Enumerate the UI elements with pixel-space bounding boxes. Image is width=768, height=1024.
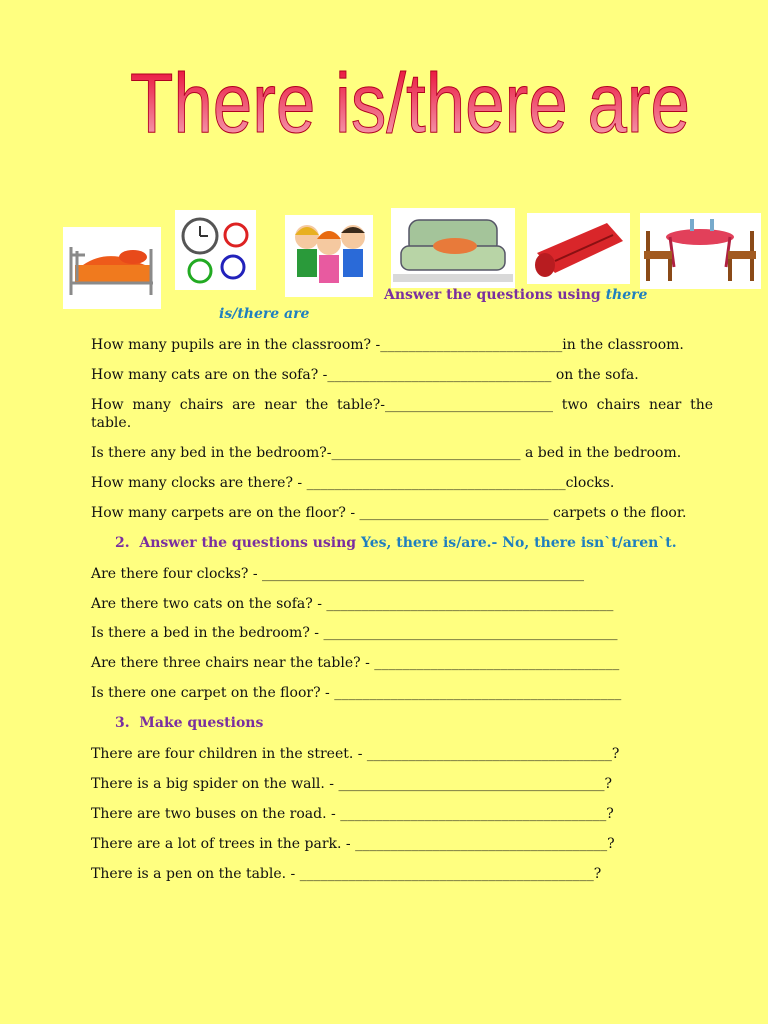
section-number: 2. xyxy=(115,535,130,551)
section3-heading xyxy=(115,715,263,731)
list-item: Is there any bed in the bedroom?-___________________________ a bed in the bedroom. xyxy=(91,445,682,461)
instruction-emphasis-cont: is/there are xyxy=(219,306,310,322)
list-item: How many chairs are near the table?-________________________ two chairs near the table. xyxy=(91,397,713,431)
section2-heading xyxy=(115,535,677,551)
list-item: Is there a bed in the bedroom? - __________________________________________ xyxy=(91,625,618,641)
title-text: There is/there are xyxy=(130,56,690,150)
list-item: There are two buses on the road. - ______________________________________? xyxy=(91,806,614,822)
list-item: Is there one carpet on the floor? - _________________________________________ xyxy=(91,685,622,701)
list-item: There is a pen on the table. - __________________________________________? xyxy=(91,866,602,882)
section-number: 3. xyxy=(115,715,130,731)
list-item: Are there four clocks? - ______________________________________________ xyxy=(91,566,585,582)
list-item: There is a big spider on the wall. - ______________________________________? xyxy=(91,776,612,792)
list-item: How many pupils are in the classroom? -__________________________in the classroom. xyxy=(91,337,684,353)
section1-instruction xyxy=(384,287,647,303)
table-chairs-picture xyxy=(640,213,761,289)
carpet-picture xyxy=(527,213,630,284)
instruction-text: Answer the questions using xyxy=(384,287,606,303)
list-item: There are a lot of trees in the park. - ____________________________________? xyxy=(91,836,615,852)
section1-instruction-cont xyxy=(219,306,309,322)
bed-picture xyxy=(63,227,161,309)
worksheet-title xyxy=(120,44,700,164)
section-heading-emphasis: Yes, there is/are.- No, there isn`t/aren`t. xyxy=(360,535,677,551)
sofa-cat-picture xyxy=(391,208,515,288)
section-heading-text: Make questions xyxy=(139,715,264,731)
list-item: How many cats are on the sofa? -________________________________ on the sofa. xyxy=(91,367,639,383)
children-picture xyxy=(285,215,373,297)
list-item: How many clocks are there? - _____________________________________clocks. xyxy=(91,475,615,491)
list-item: There are four children in the street. - ___________________________________? xyxy=(91,746,620,762)
section-heading-text: Answer the questions using xyxy=(139,535,361,551)
instruction-emphasis: there xyxy=(605,287,648,303)
list-item: Are there two cats on the sofa? - _________________________________________ xyxy=(91,596,614,612)
list-item: How many carpets are on the floor? - ___________________________ carpets o the floor. xyxy=(91,505,687,521)
list-item: Are there three chairs near the table? - ___________________________________ xyxy=(91,655,620,671)
clocks-picture xyxy=(175,210,256,290)
